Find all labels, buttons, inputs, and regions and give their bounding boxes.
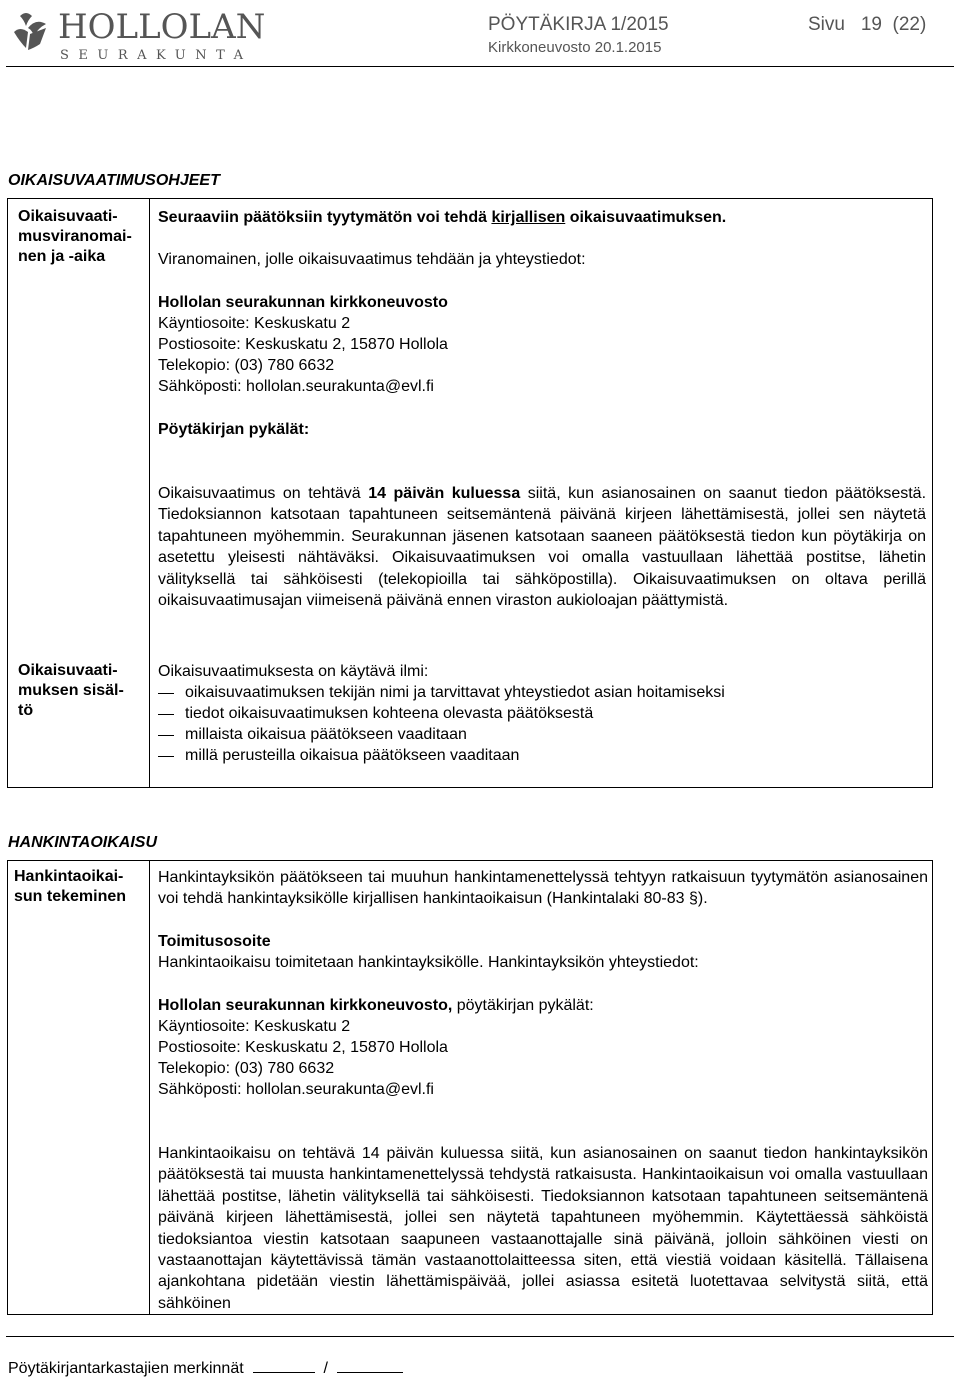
logo-main-text: HOLLOLAN xyxy=(58,7,266,47)
postal-address: Postiosoite: Keskuskatu 2, 15870 Hollola xyxy=(158,336,448,353)
appeal-deadline-text: Oikaisuvaatimus on tehtävä 14 päivän kuluessa siitä, kun asianosainen on saanut tiedon päätöksestä. Tiedoksiannon katsotaan tapahtuneen seitsemäntenä päivänä kirjeen lähettämisestä, jollei sen näytetä tapahtuneen myöhemmin. Seurakunnan jäsenen katsotaan saaneen päätöksestä tiedon kun pöytäkirja on asetettu yleisesti nähtäväksi. Oikaisuvaatimuksen voi omalla vastuullaan lähettää postitse, lähetin välityksellä tai sähköisesti (telekopioilla tai sähköpostilla). Oikaisuvaatimuksen on oltava perillä oikaisuvaatimusajan viimeisenä päivänä ennen viraston aukioloajan päättymistä. xyxy=(158,485,927,610)
deadline-emphasis: 14 päivän kuluessa xyxy=(368,485,521,502)
table-divider xyxy=(149,199,150,787)
postal-address: Postiosoite: Keskuskatu 2, 15870 Hollola xyxy=(158,1039,448,1056)
footer-label: Pöytäkirjantarkastajien merkinnät xyxy=(8,1360,244,1377)
list-item: millaista oikaisua päätökseen vaaditaan xyxy=(158,724,725,745)
church-emblem-icon xyxy=(14,13,46,50)
procurement-intro: Hankintayksikön päätökseen tai muuhun hankintamenettelyssä tehtyyn ratkaisuun tyytymätön asianosainen voi tehdä hankintayksikölle kirjallisen hankintaoikaisun (Hankintalaki 80-83 §). xyxy=(158,869,928,908)
procurement-org: Hollolan seurakunnan kirkkoneuvosto, pöytäkirjan pykälät: xyxy=(158,997,594,1014)
org-name: Hollolan seurakunnan kirkkoneuvosto xyxy=(158,294,448,311)
fax-number: Telekopio: (03) 780 6632 xyxy=(158,1060,335,1077)
page-number xyxy=(808,14,926,36)
logo-sub-text: SEURAKUNTA xyxy=(60,48,253,63)
authority-line: Viranomainen, jolle oikaisuvaatimus tehdään ja yhteystiedot: xyxy=(158,251,586,268)
table-divider xyxy=(149,861,150,1314)
list-item: oikaisuvaatimuksen tekijän nimi ja tarvittavat yhteystiedot asian hoitamiseksi xyxy=(158,682,725,703)
content-list xyxy=(158,682,725,766)
footer-rule xyxy=(6,1336,954,1337)
fax-number: Telekopio: (03) 780 6632 xyxy=(158,357,335,374)
footer xyxy=(8,1358,403,1378)
email-address: Sähköposti: hollolan.seurakunta@evl.fi xyxy=(158,1081,434,1098)
header-rule xyxy=(6,66,954,67)
procurement-deadline-text: Hankintaoikaisu on tehtävä 14 päivän kuluessa siitä, kun asianosainen on saanut tiedon hankintayksikön päätöksestä tai muusta hankintamenettelyssä tehdystä ratkaisusta. Hankintaoikaisun voi omalla vastuullaan lähettää postitse, lähetin välityksellä tai sähköisesti. Tiedoksiannon katsotaan tapahtuneen seitsemäntenä päivänä kirjeen lähettämisestä, jollei sen näytetä tapahtuneen myöhemmin. Käytettäessä sähköistä tiedoksiantoa viestin katsotaan saapuneen vastaanottajalle sinä päivänä, jolloin sähköinen viesti on vastaanottajan käytettävissä tämän vastaanottolaitteessa siten, että viestiä voidaan käsitellä. Tällaisena ajankohtana pidetään viestin lähettämispäivää, jollei asiassa esitetä luotettavaa selvitystä siitä, että sähköinen xyxy=(158,1145,928,1312)
hollolan-seurakunta-logo xyxy=(6,4,281,64)
procurement-heading: HANKINTAOIKAISU xyxy=(8,834,158,851)
content-intro: Oikaisuvaatimuksesta on käytävä ilmi: xyxy=(158,663,429,680)
list-item: tiedot oikaisuvaatimuksen kohteena olevasta päätöksestä xyxy=(158,703,725,724)
procurement-table xyxy=(7,860,933,1315)
initials-blank-1 xyxy=(253,1358,315,1373)
content-label: Oikaisuvaati- muksen sisäl- tö xyxy=(18,662,124,719)
page-current: 19 xyxy=(860,14,882,35)
footer-separator: / xyxy=(323,1360,328,1377)
sections-label: Pöytäkirjan pykälät: xyxy=(158,421,310,438)
appeal-heading: OIKAISUVAATIMUSOHJEET xyxy=(8,172,220,189)
org-name: Hollolan seurakunnan kirkkoneuvosto, xyxy=(158,997,453,1014)
email-address: Sähköposti: hollolan.seurakunta@evl.fi xyxy=(158,378,434,395)
page-word: Sivu xyxy=(808,14,845,35)
delivery-text: Hankintaoikaisu toimitetaan hankintayksikölle. Hankintayksikön yhteystiedot: xyxy=(158,954,699,971)
visit-address: Käyntiosoite: Keskuskatu 2 xyxy=(158,315,351,332)
page-header xyxy=(0,0,960,70)
appeal-table xyxy=(7,198,933,788)
document-subtitle: Kirkkoneuvosto 20.1.2015 xyxy=(488,39,662,56)
appeal-intro-line: Seuraaviin päätöksiin tyytymätön voi tehdä kirjallisen oikaisuvaatimuksen. xyxy=(158,209,727,226)
initials-blank-2 xyxy=(337,1358,403,1373)
page-total: (22) xyxy=(892,14,927,35)
delivery-heading: Toimitusosoite xyxy=(158,933,271,950)
list-item: millä perusteilla oikaisua päätökseen vaaditaan xyxy=(158,745,725,766)
visit-address: Käyntiosoite: Keskuskatu 2 xyxy=(158,1018,351,1035)
procurement-label: Hankintaoikai- sun tekeminen xyxy=(14,868,127,905)
document-title: PÖYTÄKIRJA 1/2015 xyxy=(488,14,669,35)
authority-label: Oikaisuvaati- musviranomai- nen ja -aika xyxy=(18,208,132,265)
underlined-word: kirjallisen xyxy=(491,209,566,226)
